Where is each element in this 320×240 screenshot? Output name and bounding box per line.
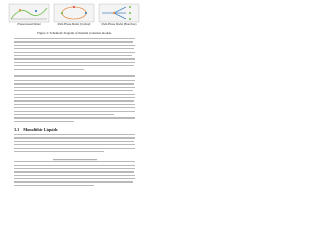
body-paragraphs-1 — [14, 38, 135, 79]
text-line — [14, 38, 135, 39]
document-page — [0, 0, 149, 198]
text-line — [14, 58, 135, 59]
phase-based-diagram — [8, 2, 50, 24]
text-line — [14, 165, 135, 166]
panel-label: Multi-Phase Model (Branches) — [101, 23, 137, 26]
panel-label: Multi-Phase Model (Cyclical) — [57, 23, 91, 26]
text-line — [14, 104, 135, 105]
panel-label: Phase-based Model — [17, 23, 41, 26]
body-paragraphs-2 — [14, 80, 135, 124]
text-line — [14, 75, 135, 76]
text-line — [14, 62, 135, 63]
text-line — [14, 83, 134, 84]
text-line — [14, 121, 74, 122]
text-line — [14, 185, 94, 186]
text-line — [14, 100, 134, 101]
figure-panel-cyclical — [53, 2, 95, 28]
text-line — [14, 45, 135, 46]
text-line — [14, 48, 134, 49]
figure-panel-phase-based — [8, 2, 50, 28]
text-line — [14, 90, 133, 91]
figure-panel-branches — [98, 2, 140, 28]
text-line — [14, 148, 135, 149]
text-line — [14, 111, 135, 112]
cyclical-diagram — [53, 2, 95, 24]
text-line — [14, 41, 133, 42]
text-line — [14, 65, 134, 66]
text-line — [14, 80, 135, 81]
text-line — [14, 168, 135, 169]
section-number: 3.1 — [14, 127, 20, 132]
branches-diagram — [98, 2, 140, 24]
text-line — [14, 181, 133, 182]
text-line — [14, 137, 135, 138]
section-title: Monolithic Liquids — [23, 127, 58, 132]
text-line — [14, 134, 135, 135]
equation — [45, 157, 105, 162]
text-line — [14, 117, 135, 118]
text-line — [14, 69, 84, 70]
text-line — [14, 52, 135, 53]
text-line — [14, 175, 135, 176]
text-line — [14, 87, 135, 88]
text-line — [14, 94, 135, 95]
text-line — [14, 151, 104, 152]
text-line — [14, 97, 135, 98]
text-line — [14, 141, 134, 142]
text-line — [14, 107, 135, 108]
text-line — [14, 178, 135, 179]
text-line — [14, 171, 134, 172]
section-heading — [14, 127, 58, 132]
text-line — [14, 114, 114, 115]
text-line — [14, 144, 135, 145]
figure-caption: Figure 2: Schematic diagram of thermal evolution models. — [37, 31, 112, 35]
text-line — [14, 55, 132, 56]
figure-panels — [8, 2, 141, 28]
